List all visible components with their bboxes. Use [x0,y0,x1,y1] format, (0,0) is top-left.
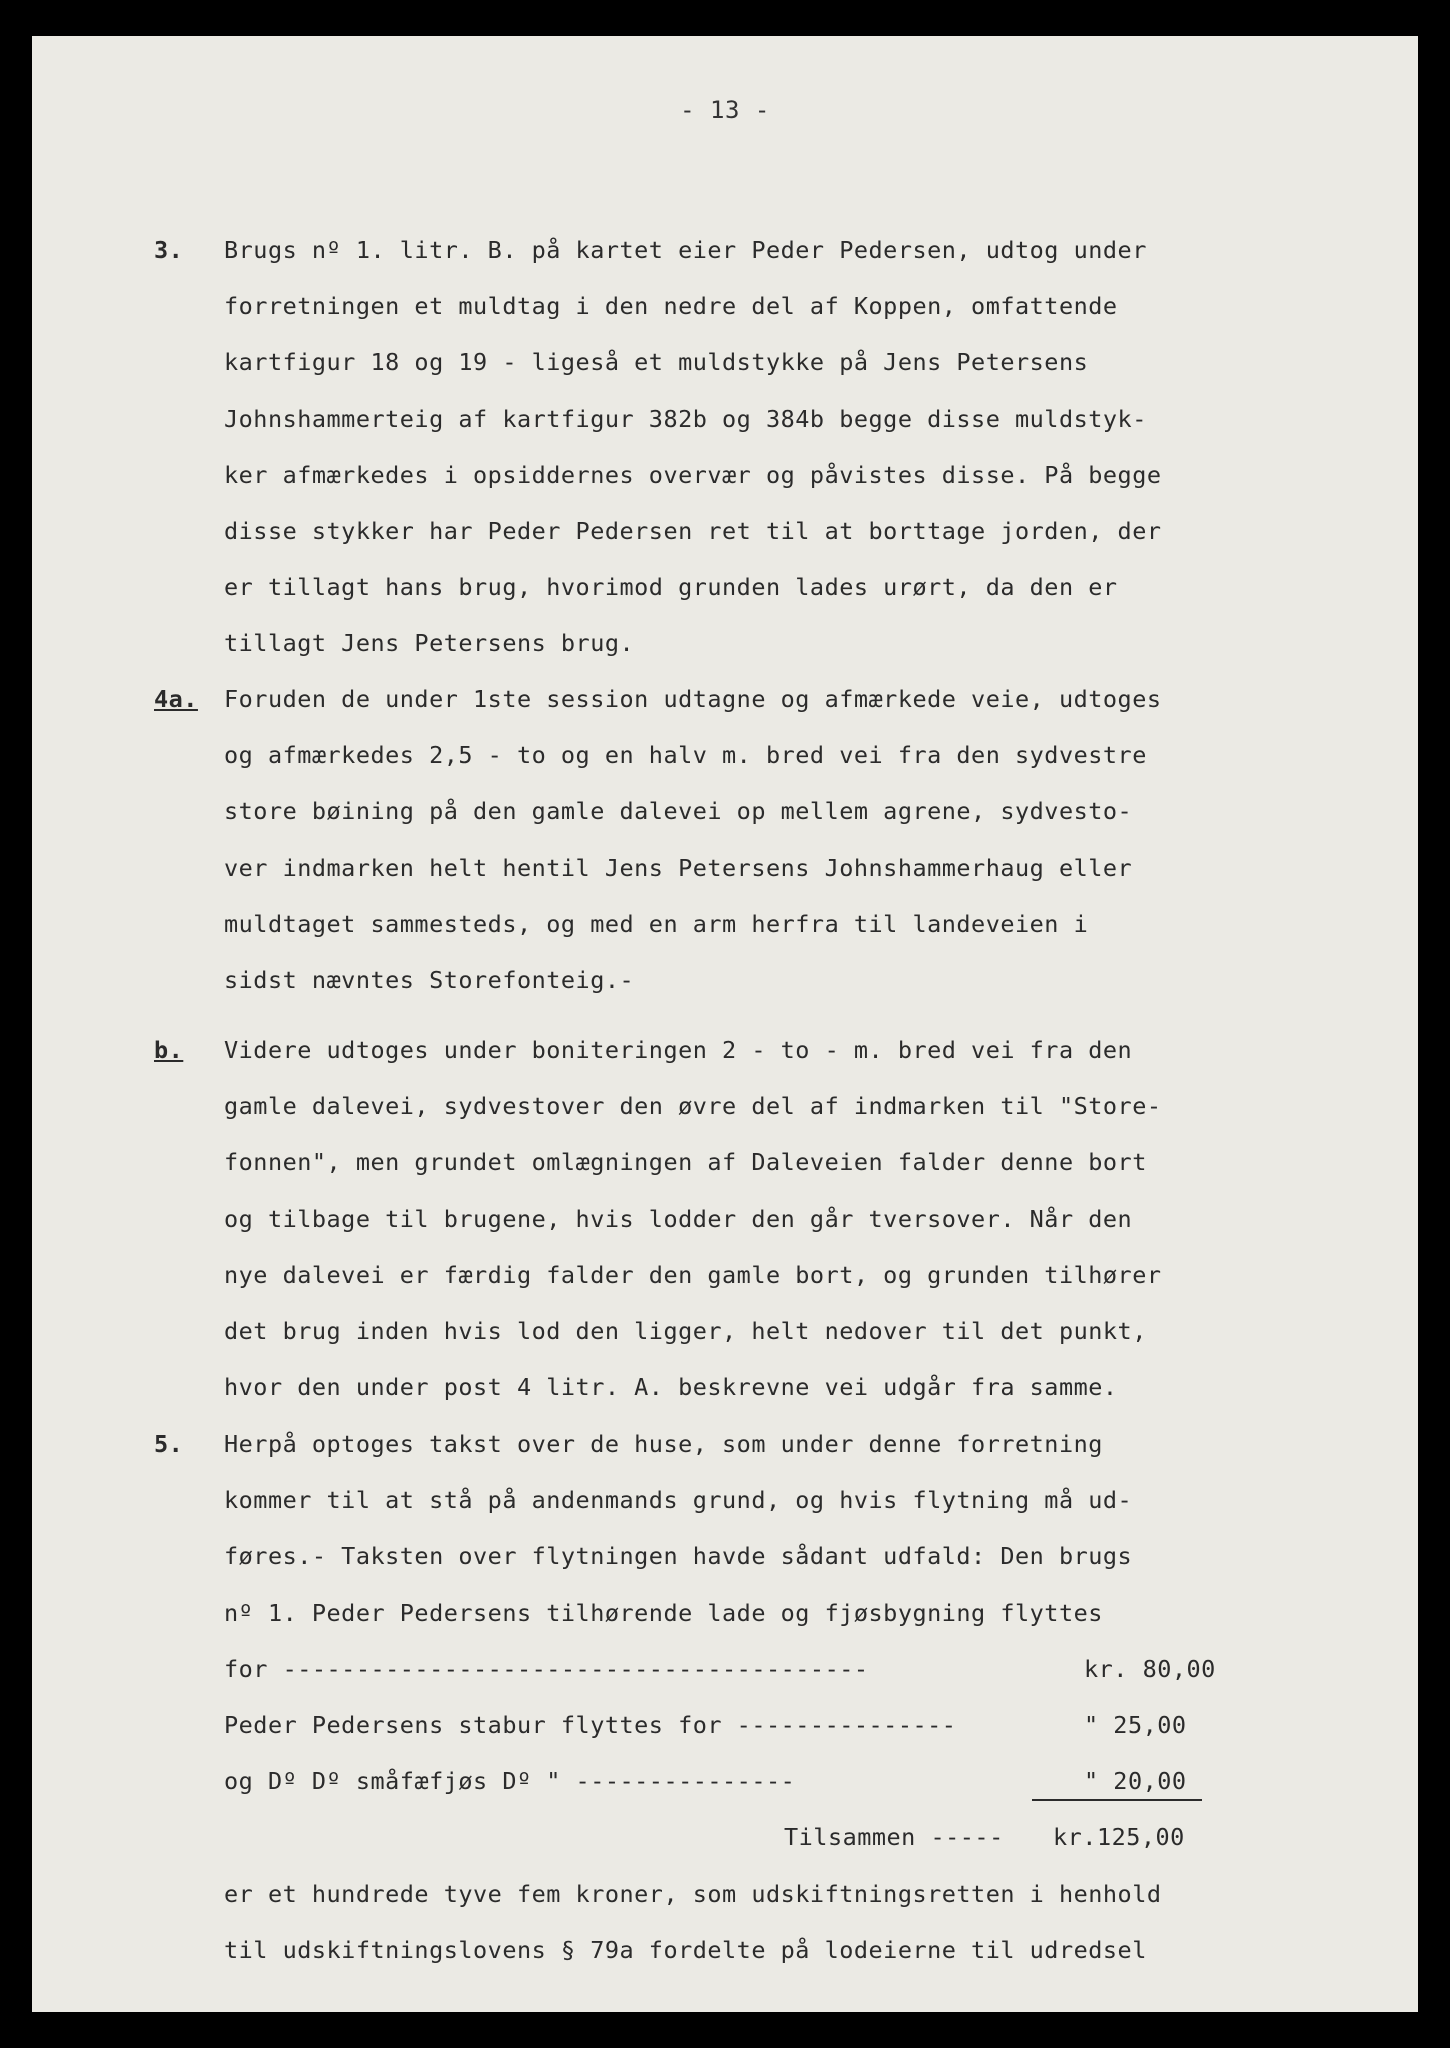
text-line: ver indmarken helt hentil Jens Petersens Johnshammerhaug eller [224,853,1133,882]
text-line: Videre udtoges under boniteringen 2 - to - m. bred vei fra den [224,1036,1133,1064]
ledger-amount: " 20,00 [1084,1767,1187,1796]
text-line: ker afmærkedes i opsiddernes overvær og påvistes disse. På begge [224,460,1162,489]
typewritten-document [32,36,1418,2012]
ledger-row [224,1641,1264,1697]
ledger-row [224,1753,1264,1809]
section-5-text [224,1416,1264,1978]
section-b-text [224,1022,1161,1415]
ledger-amount: kr. 80,00 [1084,1654,1216,1683]
section-4a-text [224,671,1161,1008]
total-amount: kr.125,00 [1053,1823,1185,1852]
text-line: fonnen", men grundet omlægningen af Daleveien falder denne bort [224,1148,1147,1177]
ledger-label: og Dº Dº småfæfjøs Dº " --------------- [224,1767,796,1796]
text-line: føres.- Taksten over flytningen havde sådant udfald: Den brugs [224,1542,1133,1571]
text-line: store bøining på den gamle dalevei op mellem agrene, sydvesto- [224,797,1133,826]
section-marker-b: b. [154,1036,184,1064]
ledger-amount: " 25,00 [1084,1710,1187,1739]
text-line: kommer til at stå på andenmands grund, og hvis flytning må ud- [224,1486,1133,1515]
page-number: - 13 - [680,96,770,124]
text-line: tillagt Jens Petersens brug. [224,629,635,658]
section-marker-5: 5. [154,1430,184,1458]
text-line: og tilbage til brugene, hvis lodder den går tversover. Når den [224,1204,1133,1233]
text-line: nº 1. Peder Pedersens tilhørende lade og fjøsbygning flyttes [224,1598,1103,1627]
text-line: nye dalevei er færdig falder den gamle bort, og grunden tilhører [224,1260,1162,1289]
section-3-text [224,222,1161,672]
ledger-row [224,1697,1264,1753]
ledger-label: for ---------------------------------------- [224,1654,869,1683]
text-line: Johnshammerteig af kartfigur 382b og 384b begge disse muldstyk- [224,404,1147,433]
text-line: hvor den under post 4 litr. A. beskrevne vei udgår fra samme. [224,1373,1118,1402]
text-line: og afmærkedes 2,5 - to og en halv m. bred vei fra den sydvestre [224,741,1147,770]
text-line: Herpå optoges takst over de huse, som under denne forretning [224,1430,1103,1458]
sum-underline [1032,1799,1202,1801]
text-line: disse stykker har Peder Pedersen ret til at borttage jorden, der [224,516,1162,545]
text-line: det brug inden hvis lod den ligger, helt nedover til det punkt, [224,1316,1147,1345]
ledger-label: Peder Pedersens stabur flyttes for --------------- [224,1710,957,1739]
total-label: Tilsammen ----- [784,1823,1004,1852]
document-page [32,36,1418,2012]
ledger-total-row [224,1809,1264,1865]
text-line: til udskiftningslovens § 79a fordelte på lodeierne til udredsel [224,1935,1147,1964]
text-line: er et hundrede tyve fem kroner, som udskiftningsretten i henhold [224,1879,1162,1908]
text-line: Brugs nº 1. litr. B. på kartet eier Peder Pedersen, udtog under [224,236,1147,264]
text-line: muldtaget sammesteds, og med en arm herfra til landeveien i [224,909,1089,938]
text-line: forretningen et muldtag i den nedre del af Koppen, omfattende [224,292,1118,321]
section-marker-3: 3. [154,236,184,264]
text-line: sidst nævntes Storefonteig.- [224,965,635,994]
text-line: er tillagt hans brug, hvorimod grunden lades urørt, da den er [224,573,1118,602]
text-line: gamle dalevei, sydvestover den øvre del af indmarken til "Store- [224,1092,1162,1121]
section-marker-4a: 4a. [154,685,198,713]
text-line: Foruden de under 1ste session udtagne og afmærkede veie, udtoges [224,685,1162,713]
text-line: kartfigur 18 og 19 - ligeså et muldstykke på Jens Petersens [224,348,1089,377]
